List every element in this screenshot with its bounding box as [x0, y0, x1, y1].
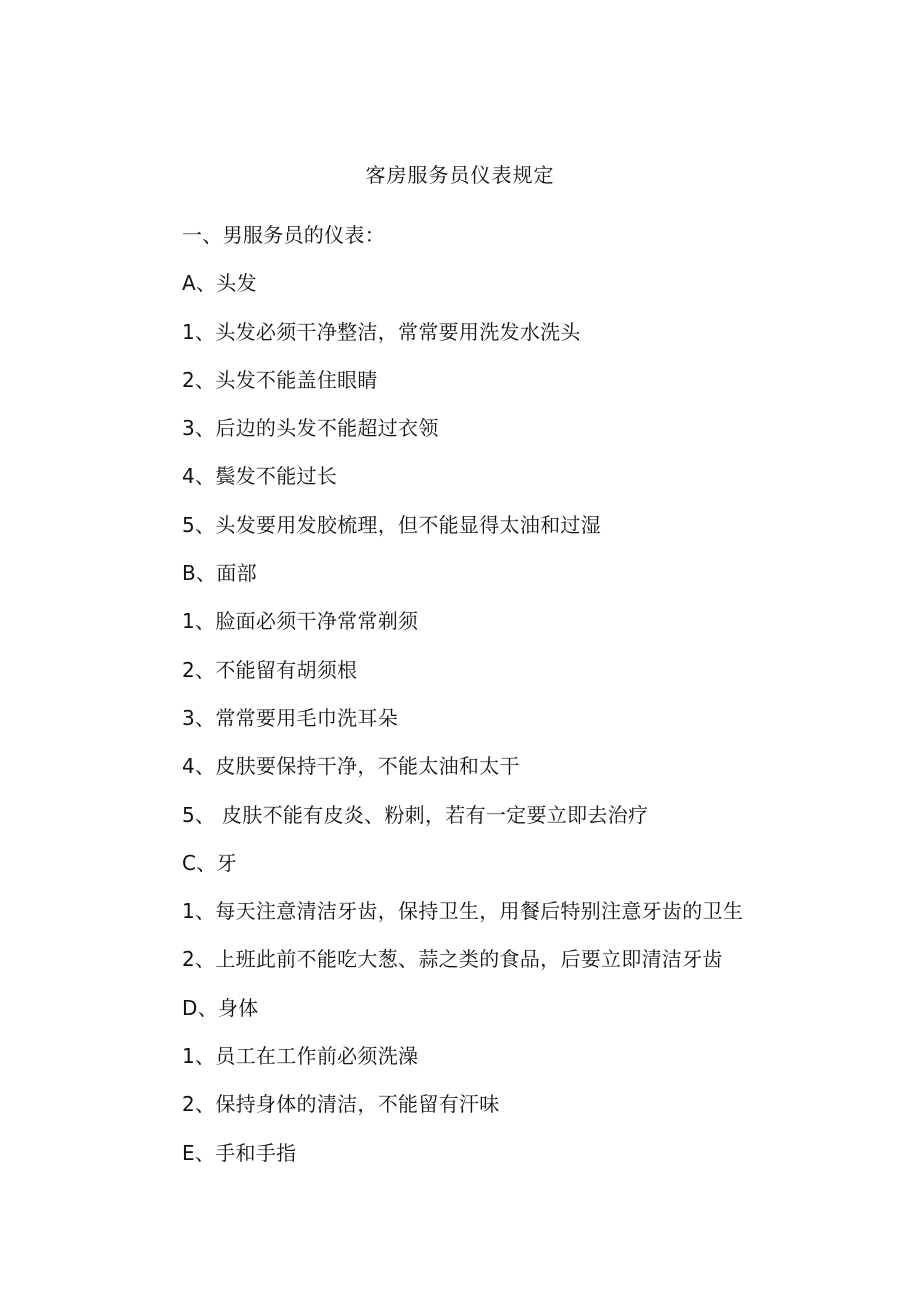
list-item: 2、头发不能盖住眼睛	[182, 367, 378, 392]
document-title: 客房服务员仪表规定	[365, 163, 555, 187]
list-item: 2、不能留有胡须根	[182, 657, 358, 682]
section-hair: A、头发	[182, 271, 257, 296]
list-item: 1、脸面必须干净常常剃须	[182, 609, 419, 634]
list-item: 1、每天注意清洁牙齿，保持卫生，用餐后特别注意牙齿的卫生	[182, 899, 744, 924]
heading-male-staff: 一、男服务员的仪表：	[182, 223, 385, 247]
list-item: 4、皮肤要保持干净，不能太油和太干	[182, 754, 520, 779]
list-item: 4、鬓发不能过长	[182, 464, 338, 489]
document-body	[182, 218, 882, 1184]
list-item: 2、保持身体的清洁，不能留有汗味	[182, 1092, 500, 1117]
section-body: D、身体	[182, 995, 259, 1020]
section-face: B、面部	[182, 561, 257, 586]
section-teeth: C、牙	[182, 850, 237, 875]
list-item: 5、头发要用发胶梳理，但不能显得太油和过湿	[182, 512, 602, 537]
list-item: 3、后边的头发不能超过衣领	[182, 416, 439, 441]
list-item: 2、上班此前不能吃大葱、蒜之类的食品，后要立即清洁牙齿	[182, 947, 723, 972]
list-item: 1、员工在工作前必须洗澡	[182, 1044, 419, 1069]
section-hands: E、手和手指	[182, 1140, 297, 1165]
list-item: 3、常常要用毛巾洗耳朵	[182, 705, 399, 730]
list-item: 1、头发必须干净整洁，常常要用洗发水洗头	[182, 319, 581, 344]
list-item: 5、 皮肤不能有皮炎、粉刺，若有一定要立即去治疗	[182, 802, 649, 827]
